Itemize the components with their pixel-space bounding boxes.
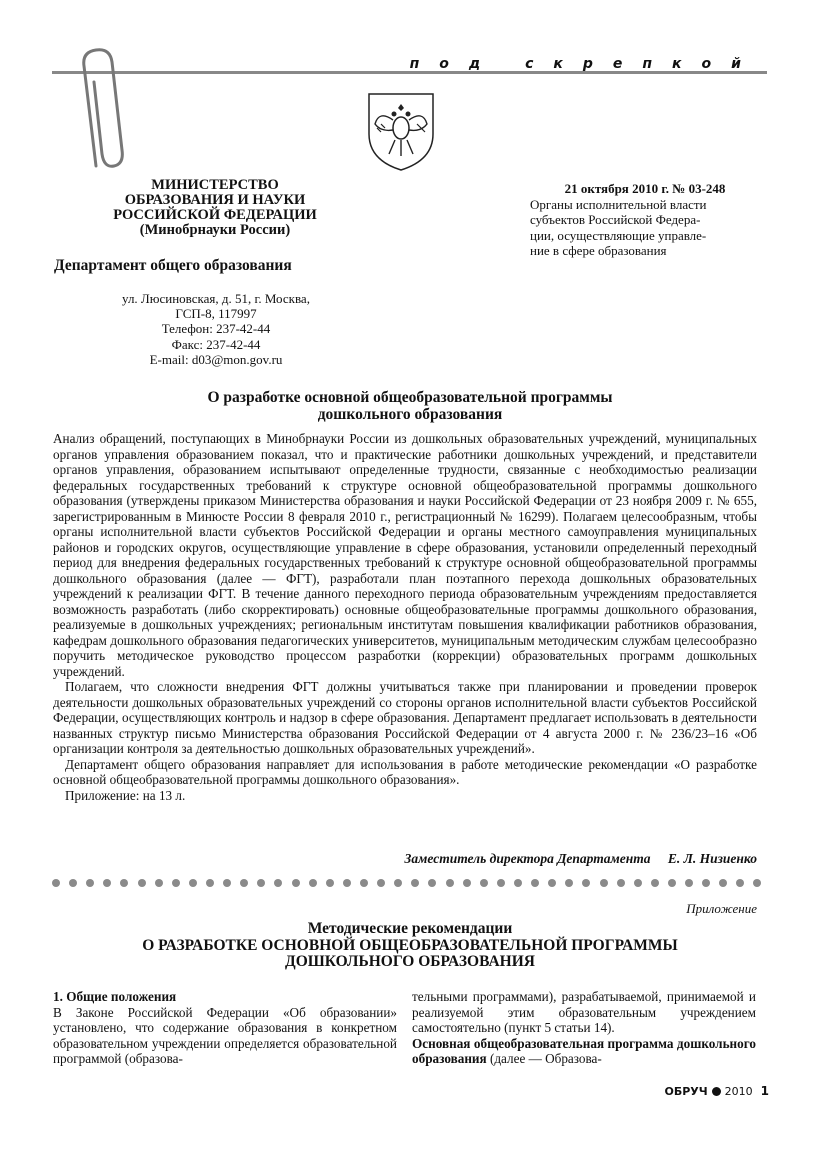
addressee-line: ние в сфере образования	[530, 243, 667, 258]
address-line: ГСП-8, 117997	[175, 306, 257, 322]
body-paragraph: Анализ обращений, поступающих в Минобрнауки России из дошкольных образовательных учреждений, муниципальных органов управления образованием показал, что и практические работники дошкольных учреждений, и представители органов управления, образованием испытывают определенные трудности, связанные с необходимостью реализации федеральных государственных требований к структуре основной общеобразовательной программы дошкольного образования (утверждены приказом Министерства образования и науки Российской Федерации от 23 ноября 2009 г. № 655, зарегистрированным в Минюсте России 8 февраля 2010 г., регистрационный № 16299). Полагаем целесообразным, чтобы органы исполнительной власти субъектов Российской Федерации и органы местного самоуправления муниципальных районов и городских округов, осуществляющие управление в сфере образования, установили определенный переходный период для внедрения федеральных государственных требований к структуре основной общеобразовательной программы дошкольного образования (далее — ФГТ), разработали план поэтапного перехода дошкольных образовательных учреждений к реализации ФГТ. В течение данного переходного периода образовательным учреждениям предоставляется возможность разработать (либо скорректировать) основные общеобразовательные программы дошкольного образования, реализуемые в дошкольных учреждениях; региональным институтам повышения квалификации работников образования, кафедрам дошкольного образования педагогических университетов, муниципальным методическим службам целесообразно поручить методическое руководство процессом разработки (коррекции) образовательных программ дошкольных учреждений.	[53, 431, 757, 679]
divider-dot	[309, 879, 317, 887]
divider-dot	[394, 879, 402, 887]
divider-dot	[223, 879, 231, 887]
signatory-role: Заместитель директора Департамента	[404, 851, 651, 866]
attachment-note: Приложение: на 13 л.	[65, 787, 186, 803]
dotted-divider	[52, 879, 762, 891]
letter-body	[53, 431, 757, 803]
bold-term: Основная общеобразовательная программа дошкольного образования	[412, 1035, 756, 1066]
footer-dot-icon	[712, 1087, 721, 1096]
subject-line: дошкольного образования	[317, 406, 503, 423]
section-text: В Законе Российской Федерации «Об образовании» установлено, что содержание образования в конкретном образовательном учреждении определяется образовательной программой (образова-	[53, 1004, 397, 1066]
divider-dot	[189, 879, 197, 887]
address-line: ул. Люсиновская, д. 51, г. Москва,	[122, 291, 310, 306]
divider-dot	[446, 879, 454, 887]
ministry-line: МИНИСТЕРСТВО	[151, 177, 279, 193]
column-left	[53, 989, 397, 1067]
recommendations-title-line: Методические рекомендации	[307, 920, 513, 937]
divider-dot	[497, 879, 505, 887]
recommendations-title-line: ДОШКОЛЬНОГО ОБРАЗОВАНИЯ	[285, 953, 535, 970]
divider-dot	[257, 879, 265, 887]
divider-dot	[702, 879, 710, 887]
divider-dot	[634, 879, 642, 887]
divider-dot	[617, 879, 625, 887]
subject-line: О разработке основной общеобразовательной программы	[207, 389, 613, 406]
divider-dot	[138, 879, 146, 887]
divider-dot	[86, 879, 94, 887]
recommendations-title-line: О РАЗРАБОТКЕ ОСНОВНОЙ ОБЩЕОБРАЗОВАТЕЛЬНОЙ ПРОГРАММЫ	[142, 936, 678, 954]
divider-dot	[651, 879, 659, 887]
section-heading: 1. Общие положения	[53, 989, 177, 1004]
divider-dot	[531, 879, 539, 887]
divider-dot	[668, 879, 676, 887]
divider-dot	[582, 879, 590, 887]
divider-dot	[69, 879, 77, 887]
divider-dot	[719, 879, 727, 887]
addressee-line: ции, осуществляющие управле-	[530, 227, 707, 243]
divider-dot	[736, 879, 744, 887]
divider-dot	[172, 879, 180, 887]
ministry-line: ОБРАЗОВАНИЯ И НАУКИ	[124, 192, 306, 208]
divider-dot	[463, 879, 471, 887]
letter-meta	[530, 181, 760, 259]
letter-date-number: 21 октября 2010 г. № 03-248	[564, 181, 726, 196]
divider-dot	[377, 879, 385, 887]
appendix-label: Приложение	[686, 901, 757, 916]
divider-dot	[326, 879, 334, 887]
divider-dot	[103, 879, 111, 887]
addressee-line: Органы исполнительной власти	[530, 196, 707, 212]
divider-dot	[753, 879, 761, 887]
section-text-tail: (далее — Образова-	[486, 1051, 602, 1066]
signatory-name: Е. Л. Низиенко	[667, 851, 757, 866]
page-footer	[664, 1084, 769, 1098]
paperclip-icon	[76, 46, 136, 176]
divider-dot	[428, 879, 436, 887]
divider-dot	[480, 879, 488, 887]
divider-dot	[600, 879, 608, 887]
body-paragraph: Департамент общего образования направляет для использования в работе методические рекомендации «О разработке основной общеобразовательной программы дошкольного образования».	[53, 756, 757, 787]
department-name: Департамент общего образования	[54, 257, 292, 274]
section-text-continued	[412, 1036, 756, 1067]
divider-dot	[548, 879, 556, 887]
letter-subject	[90, 389, 730, 423]
magazine-logo: ОБРУЧ	[664, 1084, 708, 1098]
ministry-line: РОССИЙСКОЙ ФЕДЕРАЦИИ	[113, 207, 317, 223]
divider-dot	[120, 879, 128, 887]
signature	[53, 851, 757, 867]
divider-dot	[52, 879, 60, 887]
divider-dot	[206, 879, 214, 887]
page-number: 1	[760, 1084, 769, 1098]
divider-dot	[240, 879, 248, 887]
ministry-line: (Минобрнауки России)	[139, 222, 291, 238]
coat-of-arms-icon	[363, 90, 439, 172]
body-paragraph: Полагаем, что сложности внедрения ФГТ должны учитываться также при планировании и проведении проверок деятельности дошкольных образовательных учреждений со стороны органов исполнительной власти субъектов Российской Федерации, осуществляющих контроль и надзор в сфере образования. Департамент предлагает использовать в деятельности названных структур письмо Министерства образования Российской Федерации от 4 августа 2000 г. № 236/23–16 «Об организации контроля за деятельностью дошкольных образовательных учреждений».	[53, 679, 757, 756]
phone-line: Телефон: 237-42-44	[161, 321, 271, 337]
divider-dot	[411, 879, 419, 887]
divider-dot	[514, 879, 522, 887]
email-line: E-mail: d03@mon.gov.ru	[149, 351, 283, 367]
divider-dot	[274, 879, 282, 887]
column-right	[412, 989, 756, 1067]
address-block	[85, 291, 347, 367]
divider-dot	[565, 879, 573, 887]
divider-dot	[343, 879, 351, 887]
divider-dot	[685, 879, 693, 887]
recommendations-title	[50, 921, 770, 971]
divider-dot	[292, 879, 300, 887]
divider-dot	[360, 879, 368, 887]
section-text: тельными программами), разрабатываемой, принимаемой и реализуемой этим образовательным учреждением самостоятельно (пункт 5 статьи 14).	[412, 989, 756, 1035]
divider-dot	[155, 879, 163, 887]
section-label: под скрепкой	[409, 56, 761, 72]
addressee-line: субъектов Российской Федера-	[530, 212, 701, 227]
fax-line: Факс: 237-42-44	[171, 336, 261, 352]
ministry-name	[70, 178, 360, 238]
footer-year: 2010	[724, 1084, 753, 1098]
